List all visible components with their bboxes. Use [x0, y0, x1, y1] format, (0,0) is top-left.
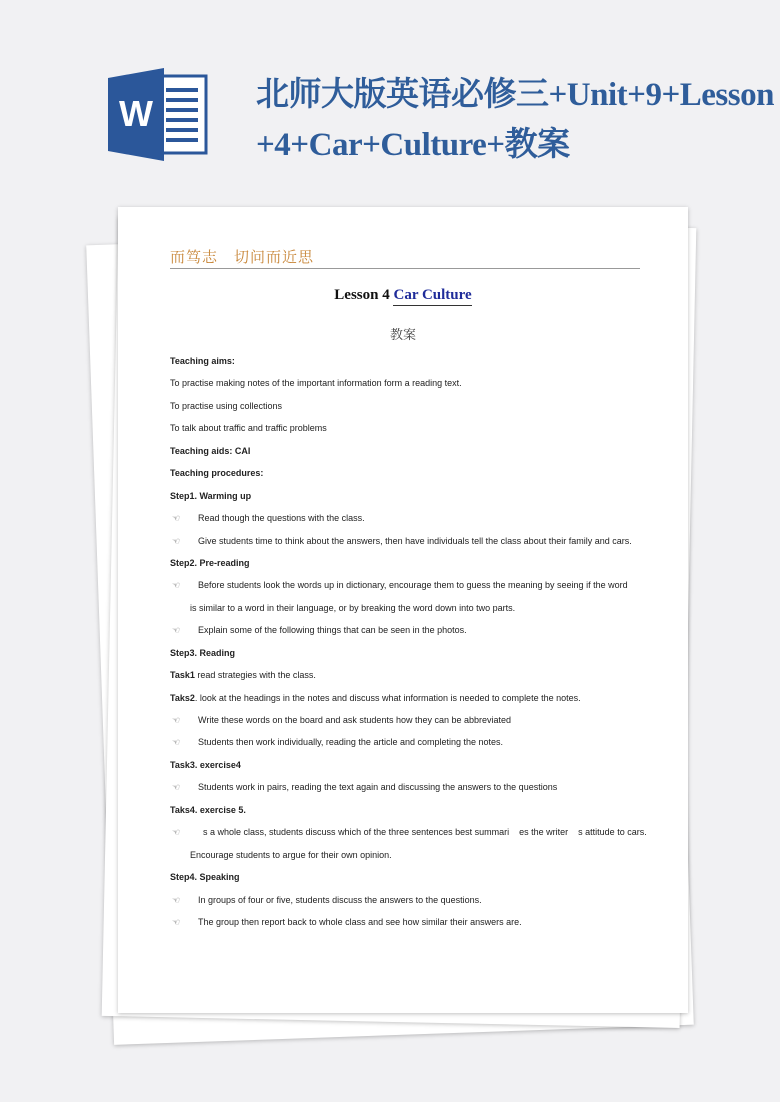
word-document-icon [108, 68, 208, 161]
text-line [170, 376, 670, 398]
title-prefix: Lesson 4 [334, 287, 390, 303]
line-text: Encourage students to argue for their own opinion. [190, 849, 392, 860]
bullet-item [170, 511, 670, 533]
pointing-hand-icon: ☜ [172, 535, 181, 546]
line-text: Step3. Reading [170, 647, 236, 658]
line-text: Task3. exercise4 [170, 759, 241, 770]
text-line [170, 668, 670, 690]
motto-part: 切问而近思 [234, 249, 315, 266]
task-label: Taks2 [170, 692, 195, 703]
line-text: Write these words on the board and ask students how they can be abbreviated [198, 715, 512, 725]
svg-text:W: W [119, 93, 153, 134]
line-text: is similar to a word in their language, or by breaking the word down into two parts. [190, 602, 516, 613]
line-text: Explain some of the following things that can be seen in the photos. [198, 625, 467, 636]
line-text: Give students time to think about the answers, then have individuals tell the class about their family and cars. [198, 535, 632, 546]
section-heading [170, 556, 670, 578]
section-heading [170, 646, 670, 668]
title-highlight: Car Culture [393, 287, 471, 306]
pointing-hand-icon: ☜ [172, 737, 181, 748]
line-text: Students work in pairs, reading the text again and discussing the answers to the questions [198, 782, 558, 793]
pointing-hand-icon: ☜ [172, 580, 181, 591]
text-line [170, 421, 670, 443]
section-heading [170, 466, 670, 488]
section-heading [170, 870, 670, 892]
section-heading [170, 803, 670, 825]
task-label: Task1 [170, 670, 195, 681]
bullet-item [170, 534, 670, 556]
pointing-hand-icon: ☜ [172, 782, 181, 793]
bullet-item [170, 578, 670, 600]
line-text: Students then work individually, reading the article and completing the notes. [198, 737, 504, 748]
line-text: Teaching procedures: [170, 468, 264, 479]
bullet-item [170, 825, 670, 847]
bullet-item [170, 735, 670, 757]
section-heading [170, 354, 670, 376]
line-text: Step4. Speaking [170, 872, 240, 883]
text-line [170, 601, 670, 623]
line-text: Step1. Warming up [170, 490, 252, 501]
pointing-hand-icon: ☜ [172, 715, 181, 725]
line-text: In groups of four or five, students discuss the answers to the questions. [198, 894, 482, 905]
header-motto [170, 246, 314, 267]
bullet-item [170, 915, 670, 937]
line-text: read strategies with the class. [194, 670, 316, 681]
line-text: To talk about traffic and traffic problems [170, 423, 327, 434]
line-text: Teaching aims: [170, 356, 235, 366]
pointing-hand-icon: ☜ [172, 827, 181, 838]
document-body [170, 354, 670, 937]
line-text: The group then report back to whole class and see how similar their answers are. [198, 916, 522, 927]
bullet-item [170, 623, 670, 645]
text-line [170, 848, 670, 870]
line-text: . look at the headings in the notes and discuss what information is needed to complete the notes. [194, 692, 581, 703]
pointing-hand-icon: ☜ [172, 916, 181, 927]
page-title: 北师大版英语必修三+Unit+9+Lesson+4+Car+Culture+教案 [256, 77, 774, 163]
line-text: Teaching aids: CAI [170, 445, 251, 456]
line-text: Step2. Pre-reading [170, 557, 250, 568]
bullet-item [170, 893, 670, 915]
section-heading [170, 489, 670, 511]
bullet-item [170, 713, 670, 735]
section-heading [170, 758, 670, 780]
header-divider [170, 268, 640, 269]
document-subtitle: 教案 [389, 327, 416, 342]
line-text: To practise making notes of the important information form a reading text. [170, 378, 462, 389]
section-heading [170, 444, 670, 466]
pointing-hand-icon: ☜ [172, 513, 181, 524]
bullet-item [170, 780, 670, 802]
line-text: s a whole class, students discuss which of the three sentences best summari es the writer s attitude to cars. [198, 827, 647, 838]
document-title [118, 287, 688, 304]
line-text: Read though the questions with the class. [198, 513, 365, 524]
text-line [170, 399, 670, 421]
line-text: Taks4. exercise 5. [170, 804, 246, 815]
line-text: To practise using collections [170, 400, 283, 411]
text-line [170, 691, 670, 713]
pointing-hand-icon: ☜ [172, 894, 181, 905]
document-page [118, 207, 688, 1013]
line-text: Before students look the words up in dictionary, encourage them to guess the meaning by seeing if the word [198, 580, 628, 591]
motto-part: 而笃志 [170, 249, 219, 266]
pointing-hand-icon: ☜ [172, 625, 181, 636]
